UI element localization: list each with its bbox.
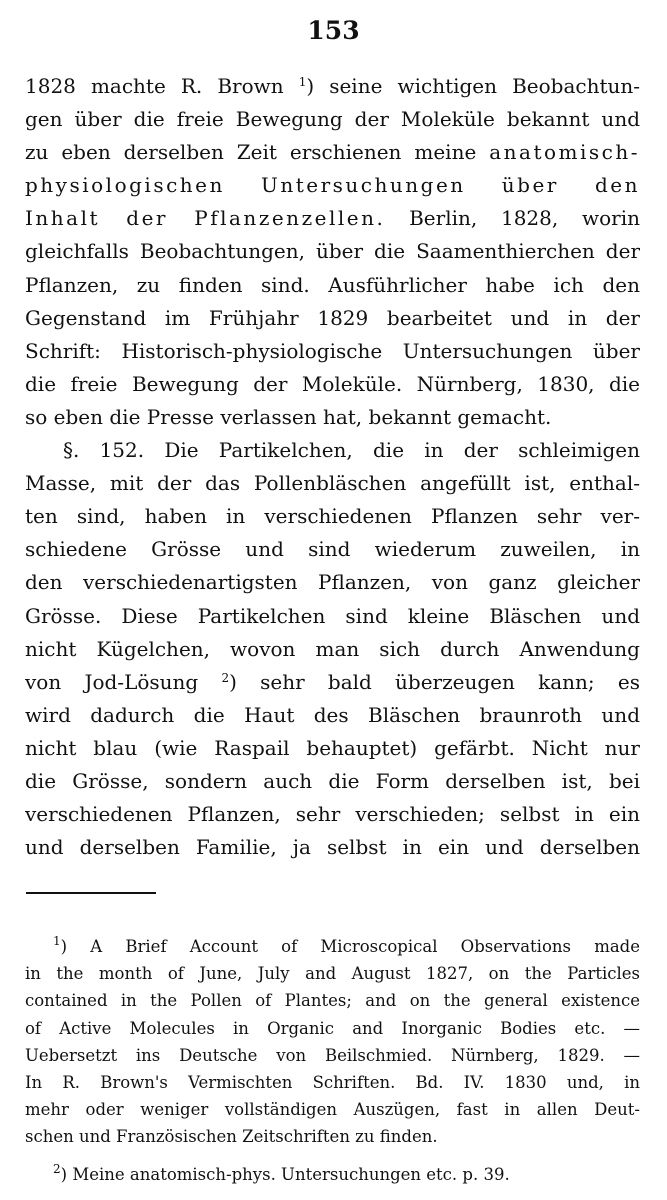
text-line: ten sind, haben in verschiedenen Pflanzen sehr ver-	[25, 504, 640, 529]
footnote-1-line: schen und Französischen Zeitschriften zu finden.	[25, 1127, 438, 1147]
footnote-separator	[26, 892, 156, 894]
spaced-text-segment: Inhalt der Pflanzenzellen.	[25, 206, 386, 231]
footnote-marker: 2	[53, 1161, 61, 1176]
page-number: 153	[307, 16, 360, 45]
text-line: Gegenstand im Frühjahr 1829 bearbeitet und in der	[25, 305, 640, 330]
text-line	[25, 666, 640, 699]
paragraph-start-line: §. 152. Die Partikelchen, die in der schleimigen	[63, 438, 640, 463]
main-text	[25, 70, 640, 864]
footnote-1-line: Uebersetzt ins Deutsche von Beilschmied. Nürnberg, 1829. —	[25, 1045, 640, 1065]
text-line	[25, 136, 640, 169]
text-line: gleichfalls Beobachtungen, über die Saamenthierchen der	[25, 239, 640, 264]
footnote-1-line: in the month of June, July and August 1827, on the Particles	[25, 964, 640, 984]
text-line-spaced: physiologischen Untersuchungen über den	[25, 173, 640, 198]
footnote-gap	[25, 1151, 640, 1161]
text-line: verschiedenen Pflanzen, sehr verschieden; selbst in ein	[25, 802, 640, 827]
text-line: und derselben Familie, ja selbst in ein und derselben	[25, 835, 640, 860]
footnote-reference: 2	[221, 670, 230, 685]
text-line: nicht blau (wie Raspail behauptet) gefärbt. Nicht nur	[25, 735, 640, 760]
footnote-1-line: In R. Brown's Vermischten Schriften. Bd. IV. 1830 und, in	[25, 1072, 640, 1092]
text-line: wird dadurch die Haut des Bläschen braunroth und	[25, 702, 640, 727]
footnote-1-line	[25, 933, 640, 960]
text-segment: Berlin, 1828, worin	[409, 206, 640, 231]
footnote-marker: 1	[53, 934, 61, 948]
text-segment: zu eben derselben Zeit erschienen meine	[25, 140, 477, 165]
text-segment: ) sehr bald überzeugen kann; es	[229, 669, 640, 694]
footnote-reference: 1	[298, 75, 307, 89]
text-line: die freie Bewegung der Moleküle. Nürnberg, 1830, die	[25, 371, 640, 396]
text-segment: 1828 machte R. Brown	[25, 74, 284, 98]
footnote-1-line: mehr oder weniger vollständigen Auszügen, fast in allen Deut-	[25, 1100, 640, 1120]
text-line: nicht Kügelchen, wovon man sich durch Anwendung	[25, 636, 640, 661]
text-line: gen über die freie Bewegung der Moleküle bekannt und	[25, 107, 640, 132]
text-line: Masse, mit der das Pollenbläschen angefüllt ist, enthal-	[25, 471, 640, 496]
footnote-1-line: of Active Molecules in Organic and Inorganic Bodies etc. —	[25, 1018, 640, 1038]
text-line: Grösse. Diese Partikelchen sind kleine Bläschen und	[25, 603, 640, 628]
text-segment: von Jod-Lösung	[25, 669, 199, 694]
footnote-text: ) A Brief Account of Microscopical Observations made	[60, 937, 640, 956]
text-line: die Grösse, sondern auch die Form derselben ist, bei	[25, 768, 640, 793]
footnotes	[25, 933, 640, 1188]
text-line	[25, 70, 640, 103]
text-line: schiedene Grösse und sind wiederum zuweilen, in	[25, 537, 640, 562]
paragraph-end-line: so eben die Presse verlassen hat, bekannt gemacht.	[25, 404, 552, 429]
footnote-1-line: contained in the Pollen of Plantes; and on the general existence	[25, 991, 640, 1011]
spaced-text-segment: anatomisch-	[489, 140, 640, 165]
footnote-2-line	[25, 1161, 640, 1188]
text-line: Pflanzen, zu finden sind. Ausführlicher habe ich den	[25, 272, 640, 297]
text-line	[25, 202, 640, 235]
footnote-text: ) Meine anatomisch-phys. Untersuchungen etc. p. 39.	[60, 1164, 510, 1184]
text-line: Schrift: Historisch-physiologische Untersuchungen über	[25, 338, 640, 363]
text-line: den verschiedenartigsten Pflanzen, von ganz gleicher	[25, 570, 640, 595]
text-segment: ) seine wichtigen Beobachtun-	[306, 74, 640, 98]
